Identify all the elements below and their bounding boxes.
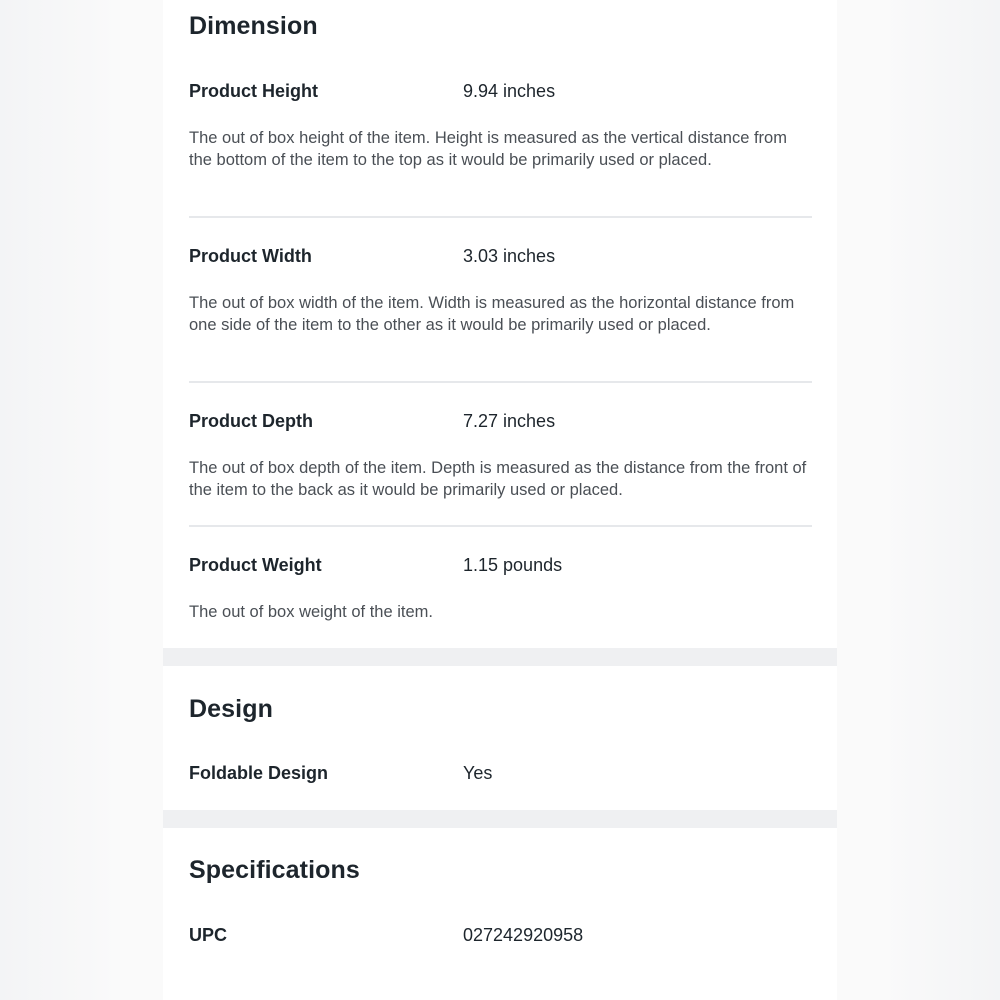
divider (189, 525, 812, 527)
spec-label: Product Weight (189, 555, 322, 575)
spec-label: Foldable Design (189, 763, 329, 783)
spec-label: Product Width (189, 246, 312, 266)
divider (189, 381, 812, 383)
spec-description: The out of box weight of the item. (189, 603, 433, 621)
specifications-section (163, 828, 837, 1000)
spec-label: Product Depth (189, 411, 313, 431)
product-details-column (163, 0, 837, 1000)
spec-row-product-height (189, 80, 813, 171)
design-title: Design (189, 695, 273, 723)
spec-description: The out of box height of the item. Height is measured as the vertical distance from the bottom of the item to the top as it would be primarily used or placed. (189, 129, 787, 169)
spec-description: The out of box depth of the item. Depth is measured as the distance from the front of the item to the back as it would be primarily used or placed. (189, 459, 807, 499)
spec-value: 7.27 inches (463, 411, 556, 431)
spec-value: 1.15 pounds (463, 555, 563, 575)
spec-value: Yes (463, 763, 493, 783)
spec-value: 9.94 inches (463, 81, 556, 101)
specifications-title: Specifications (189, 856, 360, 884)
design-section (163, 666, 837, 810)
spec-row-product-width (189, 245, 813, 336)
section-separator (163, 810, 837, 828)
spec-label: UPC (189, 925, 228, 945)
spec-row-upc (189, 924, 813, 946)
spec-value: 027242920958 (463, 925, 584, 945)
dimension-section (163, 0, 837, 648)
spec-label: Product Height (189, 81, 318, 101)
spec-row-product-depth (189, 410, 813, 501)
spec-description: The out of box width of the item. Width is measured as the horizontal distance from one side of the item to the other as it would be primarily used or placed. (189, 294, 795, 334)
divider (189, 216, 812, 218)
spec-value: 3.03 inches (463, 246, 556, 266)
spec-row-product-weight (189, 554, 813, 624)
dimension-title: Dimension (189, 12, 318, 40)
spec-row-foldable-design (189, 762, 813, 784)
section-separator (163, 648, 837, 666)
